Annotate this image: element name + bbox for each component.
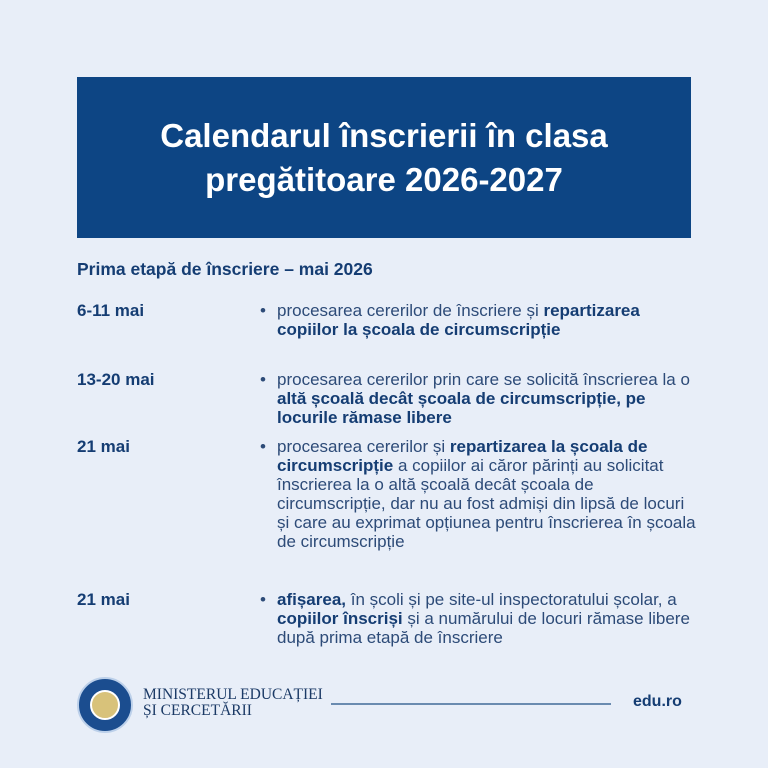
title-banner	[77, 77, 691, 238]
schedule-row	[77, 590, 697, 647]
bold-text: repartizarea la școala de circumscripție	[277, 437, 648, 475]
text-segment: și a numărului de locuri rămase libere după prima etapă de înscriere	[277, 609, 690, 647]
ministry-line-1: MINISTERUL EDUCAȚIEI	[143, 686, 323, 703]
coat-of-arms-icon	[90, 690, 120, 720]
bold-text: copiilor înscriși	[277, 609, 403, 628]
bold-text: altă școală decât școala de circumscripție, pe locurile rămase libere	[277, 389, 646, 427]
bullet-icon: •	[260, 590, 266, 609]
text-segment: procesarea cererilor de înscriere și	[277, 301, 544, 320]
bullet-icon: •	[260, 370, 266, 389]
bullet-icon: •	[260, 301, 266, 320]
row-description	[277, 370, 697, 427]
row-date: 13-20 mai	[77, 370, 155, 389]
section-title: Prima etapă de înscriere – mai 2026	[77, 259, 373, 279]
text-segment: în școli și pe site-ul inspectoratului școlar, a	[346, 590, 677, 609]
bullet-icon: •	[260, 437, 266, 456]
row-date: 21 mai	[77, 590, 130, 609]
bold-text: repartizarea copiilor la școala de circumscripție	[277, 301, 640, 339]
row-description	[277, 437, 697, 551]
text-segment: a copiilor ai căror părinți au solicitat înscrierea la o altă școală decât școala de circumscripție, dar nu au fost admiși din lipsă de locuri și care au exprimat opțiunea pentru înscrierea în școala de circumscripție	[277, 456, 696, 551]
row-date: 21 mai	[77, 437, 130, 456]
ministry-name	[143, 687, 323, 719]
website-link[interactable]: edu.ro	[633, 693, 682, 710]
footer-divider	[331, 703, 611, 705]
bold-text: afișarea,	[277, 590, 346, 609]
text-segment: procesarea cererilor prin care se solicită înscrierea la o	[277, 370, 690, 389]
row-date: 6-11 mai	[77, 301, 145, 320]
row-description	[277, 301, 697, 339]
government-seal-logo	[77, 677, 133, 733]
page-title: Calendarul înscrierii în clasa pregătitoare 2026-2027	[160, 116, 608, 198]
schedule-row	[77, 437, 697, 551]
text-segment: procesarea cererilor și	[277, 437, 450, 456]
row-description	[277, 590, 697, 647]
schedule-row	[77, 370, 697, 427]
schedule-row	[77, 301, 697, 339]
ministry-line-2: ȘI CERCETĂRII	[143, 702, 252, 719]
